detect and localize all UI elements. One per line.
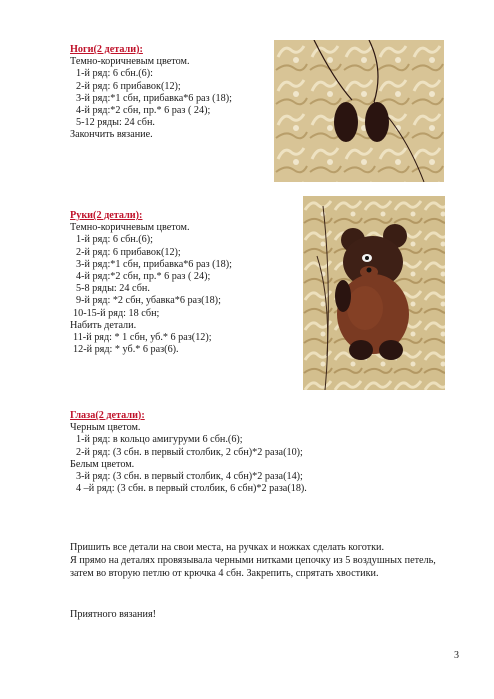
legs-line-1: 1-й ряд: 6 сбн.(6): xyxy=(76,68,154,80)
arms-line-1: 1-й ряд: 6 сбн.(6); xyxy=(76,234,154,246)
final-paragraph-1: Пришить все детали на свои места, на ручках и ножках сделать коготки. xyxy=(70,542,385,553)
final-paragraph-3: Приятного вязания! xyxy=(70,609,157,620)
legs-line-6: Закончить вязание. xyxy=(70,129,153,141)
arms-line-9: 11-й ряд: * 1 сбн, уб.* 6 раз(12); xyxy=(73,332,212,344)
legs-photo xyxy=(274,40,444,182)
legs-line-4: 4-й ряд:*2 сбн, пр.* 6 раз ( 24); xyxy=(76,105,211,117)
legs-title: Ноги(2 детали): xyxy=(70,44,143,55)
arms-line-10: 12-й ряд: * уб.* 6 раз(6). xyxy=(73,344,179,356)
eyes-line-3: Белым цветом. xyxy=(70,458,135,470)
eyes-title: Глаза(2 детали): xyxy=(70,410,145,421)
arms-line-3: 3-й ряд:*1 сбн, прибавка*6 раз (18); xyxy=(76,258,232,270)
eyes-section xyxy=(70,410,307,495)
legs-line-3: 3-й ряд:*1 сбн, прибавка*6 раз (18); xyxy=(76,92,232,104)
arms-section xyxy=(70,210,232,356)
legs-section xyxy=(70,44,232,142)
page-number: 3 xyxy=(454,650,459,661)
arms-line-4: 4-й ряд:*2 сбн, пр.* 6 раз ( 24); xyxy=(76,271,211,283)
eyes-line-5: 4 –й ряд: (3 сбн. в первый столбик, 6 сбн)*2 раза(18). xyxy=(76,483,307,495)
legs-line-5: 5-12 ряды: 24 сбн. xyxy=(76,117,155,129)
final-paragraph-2: Я прямо на деталях провязывала черными нитками цепочку из 5 воздушных петель, затем во вторую петлю от крючка 4 сбн. Закрепить, спрятать хвостики. xyxy=(70,555,436,579)
arms-line-5: 5-8 ряды: 24 сбн. xyxy=(76,283,150,295)
eyes-line-1: 1-й ряд: в кольцо амигуруми 6 сбн.(6); xyxy=(76,434,243,446)
eyes-line-2: 2-й ряд: (3 сбн. в первый столбик, 2 сбн)*2 раза(10); xyxy=(76,446,303,458)
arms-line-7: 10-15-й ряд: 18 сбн; xyxy=(73,307,160,319)
arms-line-0: Темно-коричневым цветом. xyxy=(70,222,190,234)
arms-line-6: 9-й ряд: *2 сбн, убавка*6 раз(18); xyxy=(76,295,221,307)
eyes-line-4: 3-й ряд: (3 сбн. в первый столбик, 4 сбн)*2 раза(14); xyxy=(76,471,303,483)
arms-line-8: Набить детали. xyxy=(70,319,137,331)
legs-line-0: Темно-коричневым цветом. xyxy=(70,56,190,68)
arms-title: Руки(2 детали): xyxy=(70,210,143,221)
bear-photo xyxy=(303,196,445,390)
arms-line-2: 2-й ряд: 6 прибавок(12); xyxy=(76,246,181,258)
eyes-line-0: Черным цветом. xyxy=(70,422,141,434)
legs-line-2: 2-й ряд: 6 прибавок(12); xyxy=(76,80,181,92)
